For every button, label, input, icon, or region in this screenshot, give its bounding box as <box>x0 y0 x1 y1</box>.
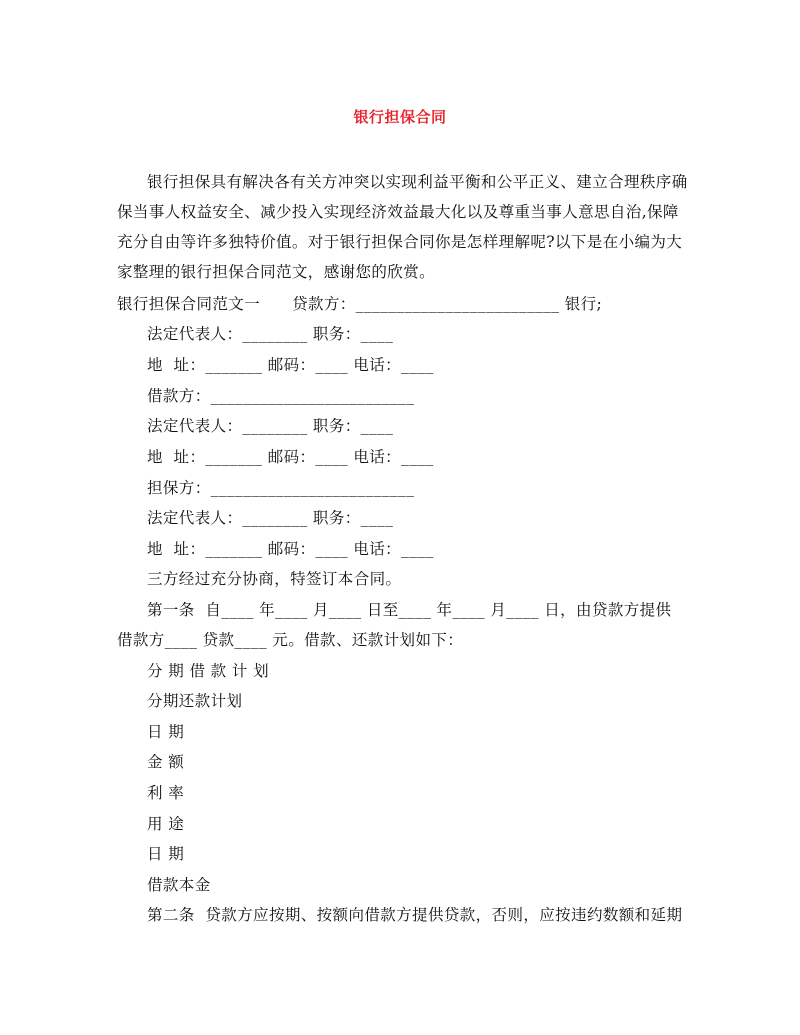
borrower-line: 借款方：_________________________ <box>147 387 415 405</box>
plan-item: 分 期 借 款 计 划 <box>147 662 270 680</box>
guarantor-rep-line: 法定代表人：________ 职务：____ <box>147 509 394 527</box>
lender-rep-line: 法定代表人：________ 职务：____ <box>147 325 394 343</box>
article2-line: 第二条 贷款方应按期、按额向借款方提供贷款，否则，应按违约数额和延期 <box>147 906 683 924</box>
intro-line-1: 银行担保具有解决各有关方冲突以实现利益平衡和公平正义、建立合理秩序确 <box>147 173 688 191</box>
intro-line-3: 充分自由等许多独特价值。对于银行担保合同你是怎样理解呢?以下是在小编为大 <box>117 233 683 251</box>
lender-address-line: 地 址：_______ 邮码：____ 电话：____ <box>147 356 434 374</box>
plan-item: 用 途 <box>147 815 185 833</box>
borrower-rep-line: 法定代表人：________ 职务：____ <box>147 417 394 435</box>
plan-item: 借款本金 <box>147 876 211 894</box>
plan-item: 分期还款计划 <box>147 692 243 710</box>
agreement-line: 三方经过充分协商，特签订本合同。 <box>147 570 402 588</box>
borrower-address-line: 地 址：_______ 邮码：____ 电话：____ <box>147 448 434 466</box>
plan-item: 日 期 <box>147 723 185 741</box>
sample-heading: 银行担保合同范文一 贷款方：_________________________ 银行; <box>117 295 603 313</box>
intro-line-2: 保当事人权益安全、减少投入实现经济效益最大化以及尊重当事人意思自治,保障 <box>117 203 679 221</box>
document-title: 银行担保合同 <box>353 108 447 126</box>
guarantor-address-line: 地 址：_______ 邮码：____ 电话：____ <box>147 540 434 558</box>
plan-item: 金 额 <box>147 753 185 771</box>
intro-line-4: 家整理的银行担保合同范文，感谢您的欣赏。 <box>117 263 436 281</box>
article1-line-2: 借款方____ 贷款____ 元。借款、还款计划如下： <box>117 631 464 649</box>
guarantor-line: 担保方：_________________________ <box>147 479 415 497</box>
plan-item: 日 期 <box>147 845 185 863</box>
plan-item: 利 率 <box>147 784 185 802</box>
article1-line-1: 第一条 自____ 年____ 月____ 日至____ 年____ 月____ 日，由贷款方提供 <box>147 601 672 619</box>
